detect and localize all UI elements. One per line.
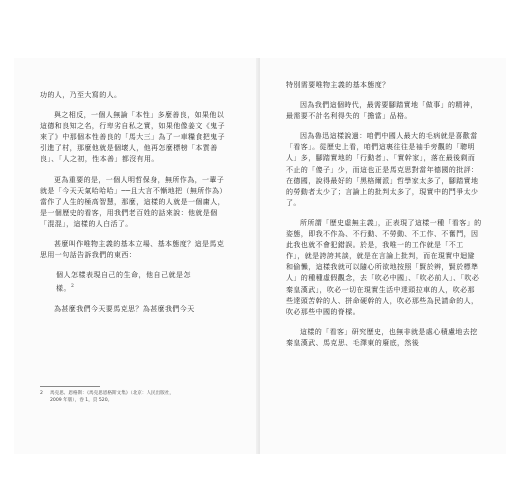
text-line: 我唯一的工作就是「不工作」，就是誇誇其談，就 bbox=[286, 241, 464, 261]
text-line: 的精神，最需要不計名利得失的「擔當」品格。 bbox=[286, 101, 478, 121]
text-line: 特別需要唯物主義的基本態度？ bbox=[286, 81, 390, 89]
text-line: 不工作、不奮鬥，因此我也就不會犯錯誤。於是， bbox=[286, 230, 479, 250]
paragraph bbox=[286, 218, 482, 318]
text-line: 「實幹家」，落在最後剩而不止的「傻子」少，而這 bbox=[286, 154, 476, 174]
text-line: 慮地去挖秦皇漢武、馬克思、毛澤東的廢底，然後 bbox=[286, 327, 478, 347]
text-line: 像姜文《鬼子來了》中那個本性善良的「馬大三」 bbox=[40, 122, 226, 142]
paragraph bbox=[286, 80, 482, 91]
text-line: 是袖手旁觀的「聰明人」多，腳踏實地的「行動者」、 bbox=[286, 143, 475, 163]
text-line: 這樣的「看客」研究歷史，也無非就是處心積 bbox=[300, 327, 448, 336]
text-line: 是在言論上批判，而在現實中迴避和偷懶，這樣我 bbox=[286, 252, 475, 272]
text-line: 那些為民請命的人，吹必那些中國的脊樑。 bbox=[286, 296, 479, 316]
right-page-body bbox=[286, 80, 482, 349]
footnote-marker[interactable]: 2 bbox=[71, 284, 75, 290]
text-line: 也正是馬克思對當年德國的批評：在德國，說得最 bbox=[286, 165, 479, 185]
left-page bbox=[14, 58, 260, 454]
paragraph bbox=[40, 239, 230, 261]
text-line: 慚地把（無所作為）當作了人生的極高智慧， bbox=[40, 186, 227, 206]
text-line: 就是喜歡當「看客」。從歷史上看，咱們這裏往往 bbox=[286, 132, 478, 152]
text-line: 所所謂「歷史虛無主義」，正表現了這樣一種 bbox=[300, 218, 445, 227]
text-line: 為，一輩子就是「今天天氣哈哈哈」──且大言不 bbox=[40, 175, 225, 195]
text-line: 種虛假觀念，去「吹必中國」、「吹必前人」、「吹 bbox=[315, 274, 472, 283]
text-line: 果他以這德和良知之名，行卑劣自私之實，如果他 bbox=[40, 111, 225, 131]
book-spread bbox=[14, 58, 506, 454]
paragraph bbox=[40, 90, 230, 101]
text-line: 用我們老百姓的話來說：他就是個「混混」，這樣 bbox=[40, 208, 218, 228]
paragraph bbox=[40, 110, 230, 165]
text-line: 就可以隨心所欲地按照「賢於辨，賢於標準人」的種 bbox=[286, 263, 479, 283]
paragraph bbox=[40, 175, 230, 230]
text-line: 都沒有用。 bbox=[121, 155, 159, 164]
text-line: 功的人，乃至大寫的人。 bbox=[40, 91, 122, 99]
footnote-number: 2 bbox=[40, 391, 43, 396]
block-quote bbox=[40, 270, 230, 295]
text-line: 那麼，這樣的人就是一個庸人，是一個歷史的看客， bbox=[40, 197, 226, 217]
text-line: 與之相反，一個人無論「本性」多麼善良，如 bbox=[54, 111, 202, 120]
quote-line: 個人怎樣表現自己的生命，他自己就是怎 bbox=[56, 271, 191, 280]
text-line: 為了一車糧食把鬼子引進了村，那麼他就是個壞人， bbox=[40, 133, 226, 153]
paragraph bbox=[286, 100, 482, 122]
text-line: 「看客」的姿態，即我不作為、不行動、不勞動、 bbox=[286, 218, 482, 239]
text-line: 更為重要的是，一個人明哲保身，無所作 bbox=[54, 175, 188, 184]
quote-line: 樣。 bbox=[56, 284, 71, 293]
footnote-line: 2009 年版），卷 1，頁 520。 bbox=[50, 398, 113, 403]
text-line: 好的「黑格爾派」哲學家太多了，腳踏實地的勞動者 bbox=[286, 176, 479, 196]
paragraph bbox=[286, 131, 482, 209]
text-line: 因為我們這個時代，最需要腳踏實地「做事」 bbox=[300, 101, 448, 110]
text-line: 馬克思用一句話告訴我們的東西： bbox=[40, 240, 225, 260]
footnote-line: 馬克思、恩格斯：《馬克思恩格斯文集》（北京：人民出版社， bbox=[50, 391, 175, 396]
text-line: 甚麼叫作唯物主義的基本立場、基本態度？這是 bbox=[54, 240, 210, 249]
text-line: 太少了；言論上的批判太多了，現實中的鬥爭太少了。 bbox=[286, 187, 479, 207]
text-line: 他再怎麼標榜「本質善良」、「人之初，性本善」 bbox=[40, 144, 218, 164]
text-line: 人，吹必那些達頭苦幹的人、拼命硬幹的人，吹必 bbox=[286, 285, 475, 305]
text-line: 為甚麼我們今天要馬克思？為甚麼我們今天 bbox=[54, 304, 195, 313]
text-line: 的人白活了。 bbox=[88, 219, 133, 228]
footnote bbox=[40, 390, 236, 404]
text-line: 因為魯迅這樣說過：咱們中國人最大的毛病 bbox=[300, 132, 441, 141]
left-page-body bbox=[40, 90, 230, 315]
paragraph bbox=[286, 327, 482, 349]
right-page bbox=[260, 58, 506, 454]
text-line: 必秦皇漢武」，吹必一切在現實生活中達頭拉車的 bbox=[286, 274, 480, 294]
footnote-rule bbox=[40, 386, 100, 387]
paragraph bbox=[40, 304, 230, 315]
